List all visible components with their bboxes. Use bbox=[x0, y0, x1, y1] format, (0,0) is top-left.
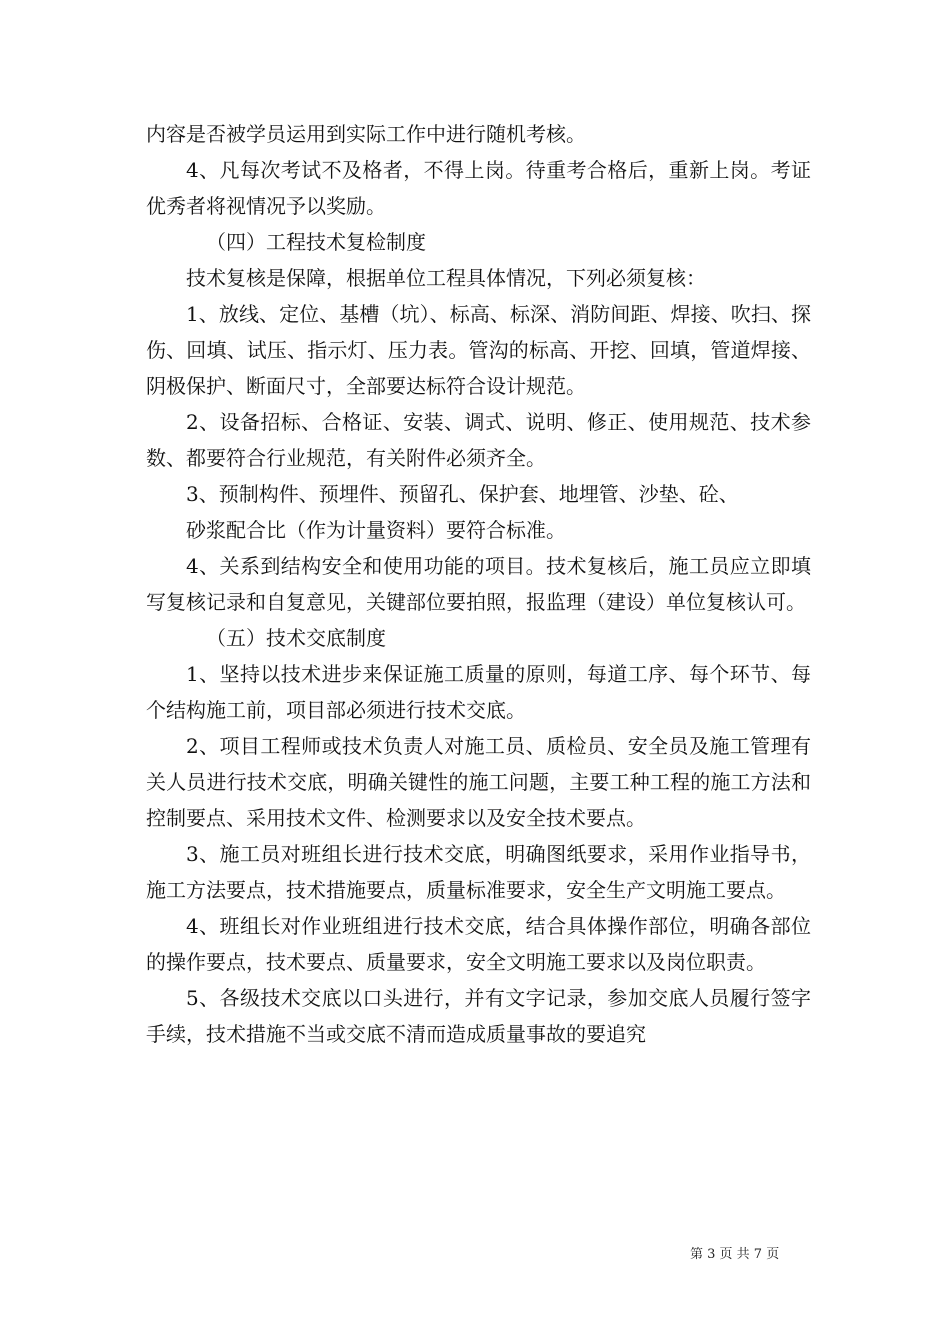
paragraph-recheck-item-2: 2、设备招标、合格证、安装、调式、说明、修正、使用规范、技术参数、都要符合行业规范，有关附件必须齐全。 bbox=[146, 410, 811, 470]
paragraph-briefing-item-4: 4、班组长对作业班组进行技术交底，结合具体操作部位，明确各部位的操作要点，技术要点、质量要求，安全文明施工要求以及岗位职责。 bbox=[146, 914, 811, 974]
page-number-footer: 第 3 页 共 7 页 bbox=[690, 1247, 780, 1262]
document-body bbox=[146, 116, 811, 1052]
section-heading-technical-briefing: （五）技术交底制度 bbox=[206, 626, 386, 650]
paragraph-briefing-item-2: 2、项目工程师或技术负责人对施工员、质检员、安全员及施工管理有关人员进行技术交底，明确关键性的施工问题，主要工种工程的施工方法和控制要点、采用技术文件、检测要求以及安全技术要点。 bbox=[146, 734, 811, 830]
paragraph-recheck-item-1: 1、放线、定位、基槽（坑）、标高、标深、消防间距、焊接、吹扫、探伤、回填、试压、指示灯、压力表。管沟的标高、开挖、回填，管道焊接、阴极保护、断面尺寸，全部要达标符合设计规范。 bbox=[146, 302, 811, 398]
paragraph-briefing-item-1: 1、坚持以技术进步来保证施工质量的原则，每道工序、每个环节、每个结构施工前，项目部必须进行技术交底。 bbox=[146, 662, 811, 722]
paragraph-briefing-item-5: 5、各级技术交底以口头进行，并有文字记录，参加交底人员履行签字手续，技术措施不当或交底不清而造成质量事故的要追究 bbox=[146, 986, 811, 1046]
paragraph-continuation: 内容是否被学员运用到实际工作中进行随机考核。 bbox=[146, 122, 586, 146]
paragraph-briefing-item-3: 3、施工员对班组长进行技术交底，明确图纸要求，采用作业指导书，施工方法要点，技术措施要点，质量标准要求，安全生产文明施工要点。 bbox=[146, 842, 811, 902]
paragraph-recheck-intro: 技术复核是保障，根据单位工程具体情况，下列必须复核： bbox=[186, 266, 706, 290]
paragraph-exam-rule-4: 4、凡每次考试不及格者，不得上岗。待重考合格后，重新上岗。考证优秀者将视情况予以奖励。 bbox=[146, 158, 811, 218]
paragraph-recheck-item-3-cont: 砂浆配合比（作为计量资料）要符合标准。 bbox=[186, 518, 566, 542]
paragraph-recheck-item-3: 3、预制构件、预埋件、预留孔、保护套、地埋管、沙垫、砼、 bbox=[186, 482, 739, 506]
paragraph-recheck-item-4: 4、关系到结构安全和使用功能的项目。技术复核后，施工员应立即填写复核记录和自复意见，关键部位要拍照，报监理（建设）单位复核认可。 bbox=[146, 554, 811, 614]
section-heading-technical-recheck: （四）工程技术复检制度 bbox=[206, 230, 426, 254]
